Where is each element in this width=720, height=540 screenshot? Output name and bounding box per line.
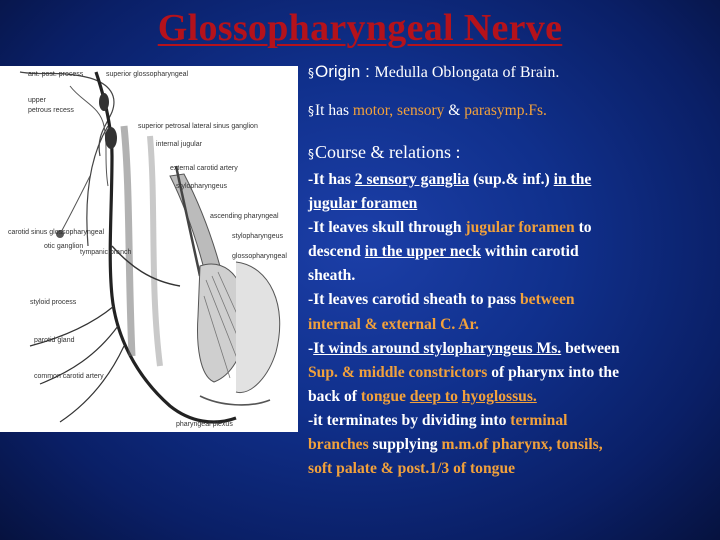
- text-run: jugular foramen: [308, 195, 418, 213]
- text-run: of pharynx, tonsils,: [475, 436, 603, 454]
- text-run: -It leaves skull through: [308, 219, 466, 237]
- course-line: [308, 409, 716, 433]
- text-run: -: [308, 339, 314, 357]
- functions-bullet: [308, 102, 547, 120]
- text-run: Sup. & middle constrictors: [308, 363, 488, 381]
- fig-label: stylopharyngeus: [232, 233, 283, 240]
- fig-label: tympanic branch: [80, 249, 132, 256]
- internal-jugular-vein: [124, 126, 132, 356]
- fig-label: ant. post. process: [28, 71, 84, 78]
- fig-label: upper: [28, 97, 46, 104]
- course-paragraph: [308, 168, 716, 481]
- text-run: deep to: [409, 387, 458, 405]
- course-line: [308, 288, 716, 312]
- text-run: of pharynx into the: [487, 363, 620, 381]
- text-run: sheath.: [308, 267, 356, 285]
- tympanic-branch: [87, 126, 108, 246]
- text-run: jugular foramen: [465, 219, 575, 237]
- nerve-diagram: [0, 66, 298, 432]
- text-run: branches: [308, 436, 369, 454]
- fig-label: ascending pharyngeal: [210, 213, 279, 220]
- text-run: -It leaves carotid sheath to pass: [308, 291, 520, 309]
- fig-label: stylopharyngeus: [176, 183, 227, 190]
- functions-parasymp: parasymp.Fs.: [464, 102, 547, 119]
- text-run: back of: [308, 387, 361, 405]
- fig-label: superior petrosal lateral sinus ganglion: [138, 123, 258, 130]
- fig-label: petrous recess: [28, 107, 74, 114]
- text-run: m.m.: [441, 436, 476, 454]
- fig-label: styloid process: [30, 299, 77, 306]
- text-run: internal & external C. Ar.: [308, 315, 479, 333]
- origin-value: Medulla Oblongata of Brain.: [374, 64, 560, 81]
- functions-motor: motor, sensory: [352, 102, 445, 119]
- text-run: hyoglossus.: [461, 387, 537, 405]
- course-line: [308, 168, 716, 192]
- text-run: 2 sensory ganglia: [354, 171, 470, 188]
- bullet-marker: §: [308, 104, 314, 118]
- functions-amp: &: [444, 102, 465, 119]
- pharyngeal-branch-3: [60, 346, 124, 422]
- text-run: descend: [308, 243, 365, 261]
- course-line: [308, 216, 716, 240]
- functions-pre: It has: [315, 102, 353, 119]
- text-run: in the upper neck: [364, 243, 482, 261]
- text-run: -It has: [308, 171, 355, 188]
- anatomy-figure: [0, 66, 298, 432]
- course-line: [308, 313, 716, 337]
- text-run: in the: [553, 171, 592, 188]
- text-run: soft palate & post.1/3 of tongue: [308, 460, 516, 478]
- origin-label: Origin :: [315, 62, 375, 81]
- course-heading: [308, 142, 460, 163]
- carotid-artery: [150, 136, 160, 366]
- course-line: [308, 240, 716, 264]
- fig-label: otic ganglion: [44, 243, 84, 250]
- course-line: [308, 433, 716, 457]
- course-heading-text: Course & relations :: [315, 142, 461, 162]
- fig-label: internal jugular: [156, 141, 202, 148]
- text-run: within carotid: [481, 243, 579, 261]
- text-run: It winds around stylopharyngeus Ms.: [313, 339, 562, 357]
- fig-label: parotid gland: [34, 337, 75, 344]
- course-line: [308, 385, 716, 409]
- superior-ganglion: [99, 93, 109, 111]
- fig-label: carotid sinus glossopharyngeal: [8, 229, 105, 236]
- slide-title: Glossopharyngeal Nerve: [157, 7, 563, 49]
- tongue-outline: [236, 262, 280, 393]
- fig-label: common carotid artery: [34, 373, 104, 380]
- text-run: -it terminates by dividing into: [308, 411, 511, 429]
- lesser-petrosal-branch: [60, 176, 90, 234]
- bullet-marker: §: [308, 147, 314, 161]
- text-run: between: [561, 339, 620, 357]
- origin-bullet: [308, 62, 559, 82]
- text-run: between: [519, 291, 575, 309]
- fig-label: pharyngeal plexus: [176, 421, 233, 428]
- text-run: tongue: [360, 387, 406, 405]
- text-run: terminal: [510, 411, 568, 429]
- course-line: [308, 457, 716, 481]
- course-line: [308, 192, 716, 216]
- fig-label: external carotid artery: [170, 165, 238, 172]
- course-line: [308, 264, 716, 288]
- course-line: [308, 337, 716, 361]
- bullet-marker: §: [308, 66, 314, 80]
- text-run: (sup.& inf.): [469, 171, 554, 188]
- text-run: to: [574, 219, 592, 237]
- fig-label: glossopharyngeal: [232, 253, 287, 260]
- hyoid-outline: [200, 396, 270, 405]
- course-line: [308, 361, 716, 385]
- text-run: supplying: [368, 436, 442, 454]
- inferior-ganglion: [105, 127, 117, 149]
- fig-label: superior glossopharyngeal: [106, 71, 189, 78]
